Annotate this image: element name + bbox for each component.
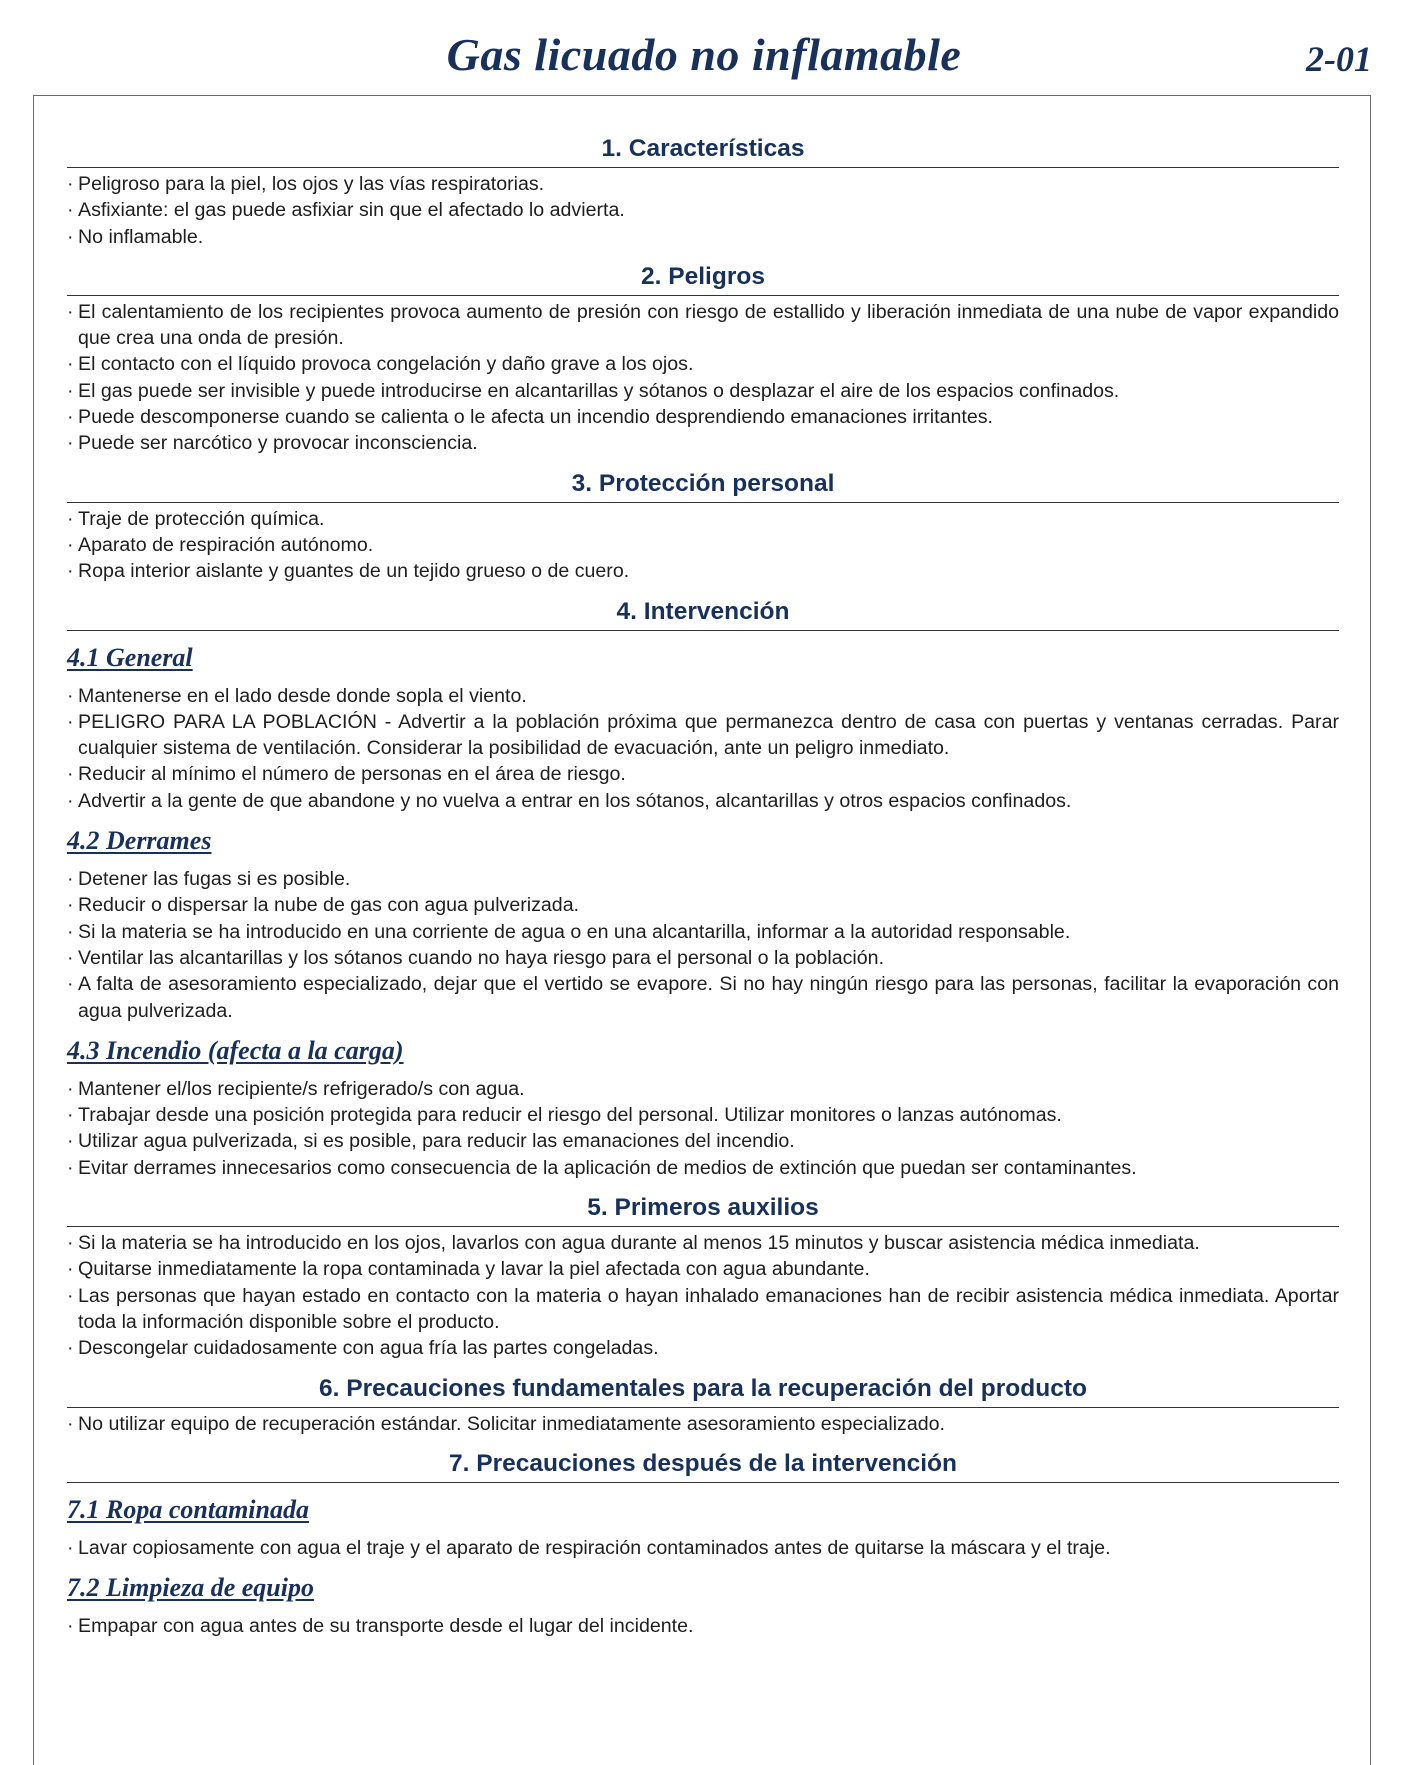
- list-item: · Si la materia se ha introducido en los ojos, lavarlos con agua durante al menos 15 minutos y buscar asistencia médica inmediata.: [67, 1230, 1339, 1256]
- subsection-title: 4.1 General: [67, 642, 193, 672]
- list-item: · Reducir o dispersar la nube de gas con agua pulverizada.: [67, 892, 1339, 918]
- list-item: · Quitarse inmediatamente la ropa contaminada y lavar la piel afectada con agua abundante.: [67, 1256, 1339, 1282]
- bullet-list: [67, 1230, 1339, 1361]
- list-item: · Mantener el/los recipiente/s refrigerado/s con agua.: [67, 1076, 1339, 1102]
- list-item: · Puede ser narcótico y provocar inconsciencia.: [67, 430, 1339, 456]
- section-title: 6. Precauciones fundamentales para la recuperación del producto: [67, 1372, 1339, 1408]
- document-code: 2-01: [1306, 39, 1372, 79]
- list-item: · Aparato de respiración autónomo.: [67, 532, 1339, 558]
- list-item: · No utilizar equipo de recuperación estándar. Solicitar inmediatamente asesoramiento especializado.: [67, 1411, 1339, 1437]
- list-item: · Descongelar cuidadosamente con agua fría las partes congeladas.: [67, 1335, 1339, 1361]
- list-item: · Evitar derrames innecesarios como consecuencia de la aplicación de medios de extinción que puedan ser contaminantes.: [67, 1155, 1339, 1181]
- bullet-list: [67, 1613, 1339, 1639]
- list-item: · El contacto con el líquido provoca congelación y daño grave a los ojos.: [67, 351, 1339, 377]
- list-item: · Las personas que hayan estado en contacto con la materia o hayan inhalado emanaciones han de recibir asistencia médica inmediata. Aportar toda la información disponible sobre el producto.: [67, 1283, 1339, 1336]
- bullet-list: [67, 1076, 1339, 1181]
- list-item: · Traje de protección química.: [67, 506, 1339, 532]
- list-item: · PELIGRO PARA LA POBLACIÓN - Advertir a la población próxima que permanezca dentro de casa con puertas y ventanas cerradas. Parar cualquier sistema de ventilación. Considerar la posibilidad de evacuación, ante un peligro inmediato.: [67, 709, 1339, 762]
- bullet-list: [67, 866, 1339, 1024]
- document-title: Gas licuado no inflamable: [446, 29, 962, 80]
- section-title: 7. Precauciones después de la intervención: [67, 1447, 1339, 1483]
- list-item: · A falta de asesoramiento especializado, dejar que el vertido se evapore. Si no hay ningún riesgo para las personas, facilitar la evaporación con agua pulverizada.: [67, 971, 1339, 1024]
- bullet-list: [67, 1535, 1339, 1561]
- subsection-title: 4.2 Derrames: [67, 826, 212, 856]
- list-item: · Asfixiante: el gas puede asfixiar sin que el afectado lo advierta.: [67, 197, 1339, 223]
- bullet-list: [67, 299, 1339, 457]
- list-item: · Detener las fugas si es posible.: [67, 866, 1339, 892]
- section-title: 4. Intervención: [67, 595, 1339, 631]
- section-title: 1. Características: [67, 132, 1339, 168]
- section-title: 5. Primeros auxilios: [67, 1191, 1339, 1227]
- bullet-list: [67, 1411, 1339, 1437]
- section-title: 3. Protección personal: [67, 467, 1339, 503]
- list-item: · Utilizar agua pulverizada, si es posible, para reducir las emanaciones del incendio.: [67, 1128, 1339, 1154]
- list-item: · Empapar con agua antes de su transporte desde el lugar del incidente.: [67, 1613, 1339, 1639]
- bullet-list: [67, 171, 1339, 250]
- list-item: · Ropa interior aislante y guantes de un tejido grueso o de cuero.: [67, 558, 1339, 584]
- subsection-title: 7.2 Limpieza de equipo: [67, 1573, 314, 1603]
- list-item: · Lavar copiosamente con agua el traje y el aparato de respiración contaminados antes de quitarse la máscara y el traje.: [67, 1535, 1339, 1561]
- bullet-list: [67, 683, 1339, 814]
- subsection-title: 4.3 Incendio (afecta a la carga): [67, 1035, 404, 1065]
- list-item: · Ventilar las alcantarillas y los sótanos cuando no haya riesgo para el personal o la población.: [67, 945, 1339, 971]
- list-item: · Peligroso para la piel, los ojos y las vías respiratorias.: [67, 171, 1339, 197]
- list-item: · Puede descomponerse cuando se calienta o le afecta un incendio desprendiendo emanaciones irritantes.: [67, 404, 1339, 430]
- list-item: · El gas puede ser invisible y puede introducirse en alcantarillas y sótanos o desplazar el aire de los espacios confinados.: [67, 378, 1339, 404]
- document-body: [67, 122, 1339, 1639]
- bullet-list: [67, 506, 1339, 585]
- list-item: · Si la materia se ha introducido en una corriente de agua o en una alcantarilla, informar a la autoridad responsable.: [67, 919, 1339, 945]
- list-item: · Reducir al mínimo el número de personas en el área de riesgo.: [67, 761, 1339, 787]
- subsection-title: 7.1 Ropa contaminada: [67, 1494, 309, 1524]
- list-item: · Advertir a la gente de que abandone y no vuelva a entrar en los sótanos, alcantarillas y otros espacios confinados.: [67, 788, 1339, 814]
- list-item: · Mantenerse en el lado desde donde sopla el viento.: [67, 683, 1339, 709]
- list-item: · No inflamable.: [67, 224, 1339, 250]
- page-header: [0, 0, 1408, 95]
- list-item: · Trabajar desde una posición protegida para reducir el riesgo del personal. Utilizar monitores o lanzas autónomas.: [67, 1102, 1339, 1128]
- list-item: · El calentamiento de los recipientes provoca aumento de presión con riesgo de estallido y liberación inmediata de una nube de vapor expandido que crea una onda de presión.: [67, 299, 1339, 352]
- section-title: 2. Peligros: [67, 260, 1339, 296]
